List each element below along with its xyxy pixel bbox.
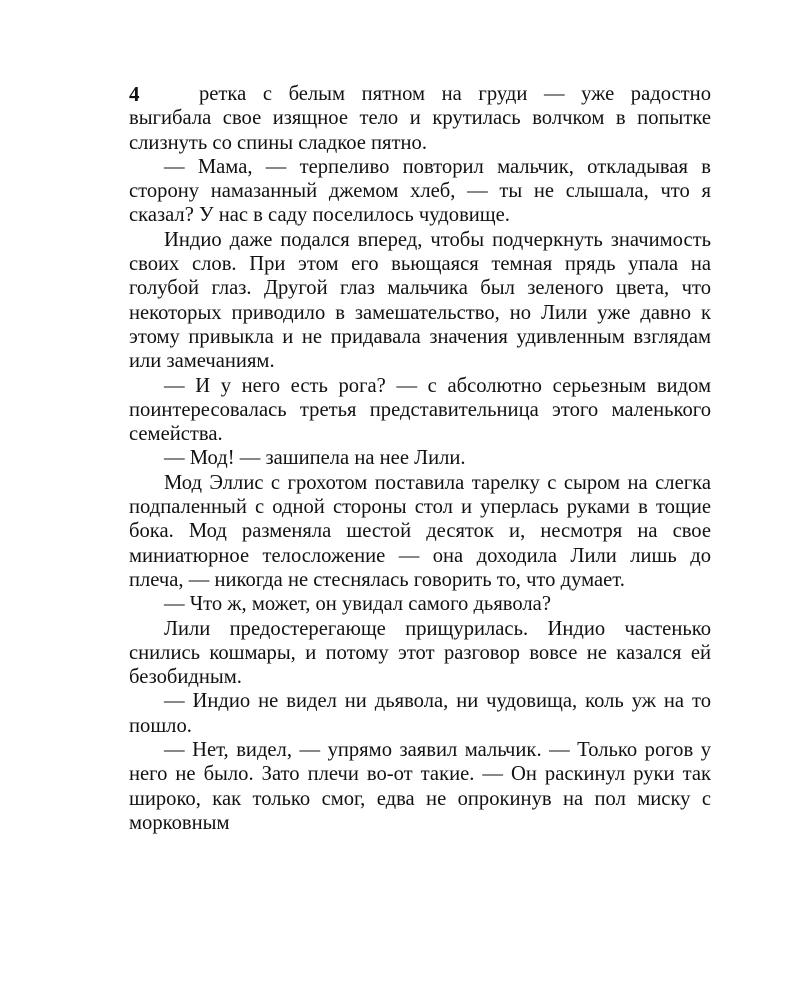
paragraph: Мод Эллис с грохотом поставила тарелку с сыром на слегка подпаленный с одной стороны стол и уперлась руками в тощие бока. Мод разменяла шестой десяток и, несмотря на свое миниатюрное телосложение — она доходила Лили лишь до плеча, — никогда не стеснялась говорить то, что думает. — [129, 471, 711, 591]
paragraph: — Индио не видел ни дьявола, ни чудовища, коль уж на то пошло. — [129, 690, 711, 737]
paragraph-text: выгибала свое изящное тело и крутилась волчком в попытке слизнуть со спины сладкое пятно. — [129, 107, 711, 154]
paragraph: — Мод! — зашипела на нее Лили. — [164, 447, 466, 470]
body-text — [129, 82, 711, 835]
paragraph: Лили предостерегающе прищурилась. Индио частенько снились кошмары, и потому этот разговор вовсе не казался ей безобидным. — [129, 617, 711, 689]
paragraph-lead-line: ретка с белым пятном на груди — уже радостно — [199, 83, 711, 105]
paragraph: — Мама, — терпеливо повторил мальчик, откладывая в сторону намазанный джемом хлеб, — ты не слышала, что я сказал? У нас в саду поселилось чудовище. — [129, 155, 711, 227]
paragraph: Индио даже подался вперед, чтобы подчеркнуть значимость своих слов. При этом его вьющаяся темная прядь упала на голубой глаз. Другой глаз мальчика был зеленого цвета, что некоторых приводило в замешательство, но Лили уже давно к этому привыкла и не придавала значения удивленным взглядам или замечаниям. — [129, 228, 711, 373]
paragraph: — Нет, видел, — упрямо заявил мальчик. — Только рогов у него не было. Зато плечи во-от такие. — Он раскинул руки так широко, как только смог, едва не опрокинув на пол миску с морковным — [129, 739, 711, 834]
paragraph — [129, 82, 711, 155]
page-number: 4 — [129, 82, 140, 106]
paragraph: — И у него есть рога? — с абсолютно серьезным видом поинтересовалась третья представительница этого маленького семейства. — [129, 374, 711, 446]
paragraph: — Что ж, может, он увидал самого дьявола? — [164, 593, 551, 616]
